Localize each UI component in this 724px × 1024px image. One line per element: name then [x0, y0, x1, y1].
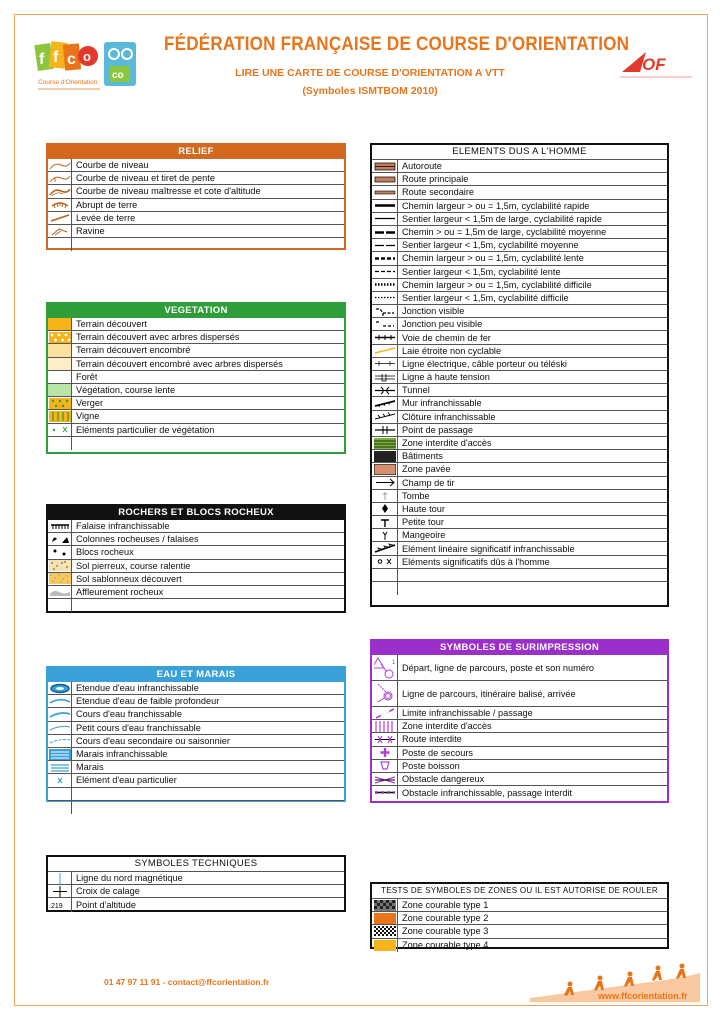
hommes-label: Ligne électrique, câble porteur ou téléski: [402, 358, 567, 369]
forbidden-area-icon: [372, 437, 398, 449]
hommes-label: Point de passage: [402, 424, 474, 435]
vegetation-panel: [46, 302, 346, 454]
hommes-row: [372, 477, 667, 490]
techniques-label: Point d'altitude: [76, 899, 136, 910]
track-medium-icon: [372, 226, 398, 238]
eau-row: [48, 788, 344, 801]
zone-type2-icon: [372, 912, 398, 924]
water-feature-icon: [48, 774, 72, 786]
mtbo-logo: [100, 40, 140, 90]
ffco-logo: [34, 40, 104, 96]
indistinct-junction-icon: [372, 318, 398, 330]
tests-label: Zone courable type 4: [402, 940, 489, 951]
relief-row: [48, 212, 344, 225]
surimp-label: Obstacle dangereux: [402, 774, 485, 785]
svg-text:c: c: [67, 51, 76, 68]
grave-icon: [372, 490, 398, 502]
building-icon: [372, 450, 398, 462]
surimp-row: [372, 773, 667, 786]
first-aid-icon: [372, 747, 398, 759]
hommes-label: Chemin largeur > ou = 1,5m, cyclabilité lente: [402, 253, 584, 264]
hommes-row: [372, 437, 667, 450]
small-tower-icon: [372, 516, 398, 528]
surimp-label: Obstacle infranchissable, passage interdit: [402, 787, 573, 798]
eau-label: Cours d'eau franchissable: [76, 709, 182, 720]
relief-label: Courbe de niveau maîtresse et cote d'altitude: [76, 186, 261, 197]
surimp-label: Poste boisson: [402, 760, 460, 771]
surimp-label: Départ, ligne de parcours, poste et son numéro: [402, 662, 595, 673]
hommes-row: [372, 556, 667, 569]
surimp-row: [372, 760, 667, 773]
dotted-open-icon: [48, 331, 72, 343]
eau-row: [48, 722, 344, 735]
eau-row: [48, 801, 344, 814]
lake-icon: [48, 682, 72, 694]
surimp-label: Route interdite: [402, 734, 462, 745]
earth-wall-icon: [48, 212, 72, 224]
hommes-label: Zone interdite d'accès: [402, 438, 492, 449]
rochers-panel: [46, 504, 346, 613]
svg-text:.219: .219: [48, 903, 63, 911]
eau-row: [48, 774, 344, 787]
manmade-feature-icon: [372, 556, 398, 568]
hommes-row: [372, 516, 667, 529]
footer-contact: 01 47 97 11 91 - contact@ffcorientation.fr: [104, 977, 270, 987]
earth-bank-icon: [48, 199, 72, 211]
eau-label: Marais infranchissable: [76, 749, 168, 760]
zone-type1-icon: [372, 899, 398, 911]
hommes-label: Route secondaire: [402, 187, 475, 198]
techniques-label: Croix de calage: [76, 886, 140, 897]
hommes-label: Champ de tir: [402, 477, 455, 488]
vegetation-row: [48, 371, 344, 384]
index-contour-icon: [48, 185, 72, 197]
hommes-row: [372, 239, 667, 252]
rochers-row: [48, 546, 344, 559]
hommes-row: [372, 160, 667, 173]
hommes-row: [372, 279, 667, 292]
motorway-icon: [372, 160, 398, 172]
vegetation-label: Terrain découvert encombré: [76, 345, 191, 356]
empty-symbol-cell: [48, 801, 72, 814]
vegetation-row: [48, 410, 344, 423]
hommes-row: [372, 411, 667, 424]
svg-text:f: f: [53, 49, 59, 66]
surimp-row: [372, 733, 667, 746]
rochers-label: Affleurement rocheux: [76, 587, 164, 598]
vegetation-label: Terrain découvert: [76, 319, 147, 330]
surimp-label: Limite infranchissable / passage: [402, 708, 533, 719]
surimp-label: Poste de secours: [402, 747, 473, 758]
forbidden-route-icon: [372, 733, 398, 745]
vegetation-label: Verger: [76, 398, 104, 409]
hommes-label: Chemin largeur > ou = 1,5m, cyclabilité difficile: [402, 279, 592, 290]
tests-row: [372, 899, 667, 912]
relief-label: Courbe de niveau: [76, 160, 149, 171]
rochers-row: [48, 520, 344, 533]
veg-special-icon: [48, 424, 72, 436]
hommes-label: Sentier largeur < 1,5m, cyclabilité moyenne: [402, 240, 579, 251]
vegetation-label: Eléments particulier de végétation: [76, 424, 215, 435]
surimp-title: SYMBOLES DE SURIMPRESSION: [372, 641, 667, 655]
hommes-row: [372, 345, 667, 358]
svg-text:co: co: [112, 70, 124, 81]
vegetation-row: [48, 318, 344, 331]
hommes-label: Tombe: [402, 490, 430, 501]
hommes-row: [372, 200, 667, 213]
hommes-row: [372, 252, 667, 265]
relief-panel: [46, 143, 346, 250]
vegetation-label: Terrain découvert avec arbres dispersés: [76, 332, 240, 343]
gully-icon: [48, 225, 72, 237]
small-stream-icon: [48, 722, 72, 734]
hommes-label: Autoroute: [402, 161, 442, 172]
relief-label: Ravine: [76, 226, 105, 237]
eau-label: Cours d'eau secondaire ou saisonnier: [76, 735, 230, 746]
surimp-row: [372, 655, 667, 681]
major-road-icon: [372, 173, 398, 185]
eau-row: [48, 748, 344, 761]
track-slow-icon: [372, 252, 398, 264]
empty-symbol-cell: [372, 582, 398, 595]
shallow-water-icon: [48, 695, 72, 707]
track-difficult-icon: [372, 279, 398, 291]
marsh-icon: [48, 761, 72, 773]
relief-row: [48, 199, 344, 212]
hommes-row: [372, 173, 667, 186]
vegetation-title: VEGETATION: [48, 304, 344, 318]
eau-label: Etendue d'eau infranchissable: [76, 683, 199, 694]
techniques-panel: [46, 855, 346, 912]
rochers-row: [48, 573, 344, 586]
relief-row: [48, 238, 344, 251]
empty-symbol-cell: [48, 599, 72, 612]
surimp-label: Zone interdite d'accès: [402, 721, 492, 732]
eau-title: EAU ET MARAIS: [48, 668, 344, 682]
hommes-row: [372, 318, 667, 331]
relief-label: Courbe de niveau et tiret de pente: [76, 173, 215, 184]
color-swatch-2: [48, 344, 72, 356]
hommes-row: [372, 397, 667, 410]
techniques-row: [48, 872, 344, 885]
hommes-label: Eléments significatifs dûs à l'homme: [402, 556, 550, 567]
eau-row: [48, 735, 344, 748]
out-of-bounds-icon: [372, 720, 398, 732]
visible-junction-icon: [372, 305, 398, 317]
surimp-panel: [370, 639, 669, 803]
hommes-row: [372, 371, 667, 384]
color-swatch-5: [48, 384, 72, 396]
seasonal-stream-icon: [48, 735, 72, 747]
hommes-label: Mur infranchissable: [402, 398, 482, 409]
hommes-row: [372, 424, 667, 437]
track-fast-icon: [372, 200, 398, 212]
hommes-label: Clôture infranchissable: [402, 411, 496, 422]
vegetation-row: [48, 384, 344, 397]
zone-type3-icon: [372, 925, 398, 937]
surimp-row: [372, 720, 667, 733]
eau-label: Petit cours d'eau franchissable: [76, 722, 201, 733]
high-voltage-icon: [372, 371, 398, 383]
hommes-row: [372, 358, 667, 371]
tests-panel: [370, 882, 669, 949]
vegetation-row: [48, 358, 344, 371]
hommes-label: Route principale: [402, 174, 469, 185]
vegetation-row: [48, 424, 344, 437]
vegetation-label: Terrain découvert encombré avec arbres dispersés: [76, 358, 283, 369]
marsh-impassable-icon: [48, 748, 72, 760]
hommes-label: Petite tour: [402, 517, 444, 528]
rochers-label: Colonnes rocheuses / falaises: [76, 534, 199, 545]
tests-row: [372, 912, 667, 925]
hommes-row: [372, 213, 667, 226]
hommes-row: [372, 292, 667, 305]
hommes-row: [372, 226, 667, 239]
eau-row: [48, 761, 344, 774]
hommes-label: Sentier largeur < 1,5m, cyclabilité lente: [402, 266, 561, 277]
boundary-icon: [372, 707, 398, 719]
rochers-row: [48, 586, 344, 599]
relief-row: [48, 225, 344, 238]
hommes-row: [372, 542, 667, 555]
hommes-row: [372, 582, 667, 595]
hommes-row: [372, 450, 667, 463]
surimp-row: [372, 707, 667, 720]
path-difficult-icon: [372, 292, 398, 304]
relief-label: Levée de terre: [76, 212, 136, 223]
surimp-label: Ligne de parcours, itinéraire balisé, arrivée: [402, 688, 576, 699]
hommes-label: Jonction visible: [402, 306, 465, 317]
impassable-obstacle-icon: [372, 786, 398, 799]
page-subtitle-symbols: (Symboles ISMTBOM 2010): [302, 85, 438, 97]
eau-row: [48, 682, 344, 695]
path-medium-icon: [372, 239, 398, 251]
hommes-title: ELEMENTS DUS A L'HOMME: [372, 145, 667, 160]
hommes-label: Elément linéaire significatif infranchissable: [402, 543, 575, 554]
finish-icon: [372, 681, 398, 706]
relief-row: [48, 172, 344, 185]
svg-text:o: o: [83, 49, 91, 64]
hommes-row: [372, 266, 667, 279]
wall-icon: [372, 397, 398, 409]
page-subtitle: LIRE UNE CARTE DE COURSE D'ORIENTATION A VTT: [235, 67, 505, 79]
hommes-row: [372, 384, 667, 397]
vegetation-row: [48, 331, 344, 344]
zone-type4-icon: [372, 939, 398, 952]
eau-label: Elément d'eau particulier: [76, 775, 177, 786]
tests-row: [372, 939, 667, 952]
tests-row: [372, 925, 667, 938]
techniques-title: SYMBOLES TECHNIQUES: [48, 857, 344, 872]
hommes-row: [372, 331, 667, 344]
rochers-row: [48, 599, 344, 612]
hommes-label: Sentier largeur < 1,5m, cyclabilité difficile: [402, 292, 569, 303]
vegetation-label: Végétation, course lente: [76, 385, 176, 396]
hommes-row: [372, 529, 667, 542]
eau-row: [48, 708, 344, 721]
orchard-icon: [48, 397, 72, 409]
empty-symbol-cell: [48, 788, 72, 800]
svg-text:OF: OF: [642, 55, 666, 74]
hommes-label: Bâtiments: [402, 451, 443, 462]
path-fast-icon: [372, 213, 398, 225]
color-swatch-0: [48, 318, 72, 330]
north-line-icon: [48, 872, 72, 884]
power-line-icon: [372, 358, 398, 370]
iof-logo: [618, 46, 694, 82]
relief-label: Abrupt de terre: [76, 199, 138, 210]
hommes-label: Ligne à haute tension: [402, 372, 490, 383]
relief-title: RELIEF: [48, 145, 344, 159]
relief-row: [48, 185, 344, 198]
spot-height-icon: [48, 898, 72, 911]
firing-range-icon: [372, 477, 398, 489]
rochers-title: ROCHERS ET BLOCS ROCHEUX: [48, 506, 344, 520]
techniques-label: Ligne du nord magnétique: [76, 873, 183, 884]
hommes-row: [372, 569, 667, 582]
slope-contour-icon: [48, 172, 72, 184]
feeding-place-icon: [372, 529, 398, 541]
hommes-row: [372, 503, 667, 516]
rochers-label: Sol sablonneux découvert: [76, 573, 182, 584]
dangerous-obstacle-icon: [372, 773, 398, 785]
tests-label: Zone courable type 3: [402, 926, 489, 937]
svg-text:Course d'Orientation: Course d'Orientation: [38, 79, 98, 86]
hommes-label: Laie étroite non cyclable: [402, 345, 502, 356]
hommes-label: Haute tour: [402, 503, 445, 514]
crossing-point-icon: [372, 424, 398, 436]
high-tower-icon: [372, 503, 398, 515]
techniques-row: [48, 898, 344, 911]
hommes-label: Jonction peu visible: [402, 319, 483, 330]
bare-rock-icon: [48, 586, 72, 598]
vegetation-row: [48, 437, 344, 450]
hommes-label: Mangeoire: [402, 530, 446, 541]
hommes-panel: [370, 143, 669, 607]
relief-row: [48, 159, 344, 172]
refreshment-icon: [372, 760, 398, 772]
eau-label: Etendue d'eau de faible profondeur: [76, 696, 220, 707]
empty-symbol-cell: [48, 238, 72, 251]
tests-label: Zone courable type 2: [402, 913, 489, 924]
eau-panel: [46, 666, 346, 802]
registration-cross-icon: [48, 885, 72, 897]
narrow-ride-icon: [372, 345, 398, 357]
vegetation-row: [48, 397, 344, 410]
techniques-row: [48, 885, 344, 898]
surimp-row: [372, 681, 667, 707]
vineyard-icon: [48, 410, 72, 422]
hommes-label: Chemin > ou = 1,5m de large, cyclabilité moyenne: [402, 227, 607, 238]
tests-label: Zone courable type 1: [402, 900, 489, 911]
vegetation-label: Forêt: [76, 371, 98, 382]
rochers-row: [48, 560, 344, 573]
rochers-label: Blocs rocheux: [76, 547, 134, 558]
tests-title: TESTS DE SYMBOLES DE ZONES OU IL EST AUTORISE DE ROULER: [372, 884, 667, 899]
stony-ground-icon: [48, 560, 72, 572]
sandy-ground-icon: [48, 573, 72, 585]
hommes-label: Chemin largeur > ou = 1,5m, cyclabilité rapide: [402, 200, 590, 211]
hommes-label: Voie de chemin de fer: [402, 332, 491, 343]
fence-icon: [372, 411, 398, 423]
hommes-row: [372, 305, 667, 318]
start-control-icon: [372, 655, 398, 680]
linear-feature-icon: [372, 542, 398, 554]
contour-line-icon: [48, 159, 72, 171]
paved-area-icon: [372, 463, 398, 475]
path-slow-icon: [372, 266, 398, 278]
vegetation-label: Vigne: [76, 411, 100, 422]
minor-road-icon: [372, 186, 398, 198]
railway-icon: [372, 331, 398, 343]
rock-pillar-icon: [48, 533, 72, 545]
hommes-row: [372, 490, 667, 503]
vegetation-row: [48, 344, 344, 357]
eau-row: [48, 695, 344, 708]
hommes-row: [372, 186, 667, 199]
svg-text:f: f: [39, 51, 45, 68]
color-swatch-4: [48, 371, 72, 383]
stream-icon: [48, 708, 72, 720]
surimp-row: [372, 786, 667, 799]
hommes-row: [372, 463, 667, 476]
surimp-row: [372, 747, 667, 760]
page-title: FÉDÉRATION FRANÇAISE DE COURSE D'ORIENTATION: [164, 34, 630, 55]
color-swatch-9: [48, 437, 72, 450]
empty-symbol-cell: [372, 569, 398, 581]
color-swatch-3: [48, 358, 72, 370]
boulder-icon: [48, 546, 72, 558]
svg-text:1: 1: [391, 659, 395, 666]
eau-label: Marais: [76, 762, 104, 773]
footer-website: www.ffcorientation.fr: [598, 991, 688, 1001]
hommes-label: Tunnel: [402, 385, 430, 396]
hommes-label: Zone pavée: [402, 464, 451, 475]
hommes-label: Sentier largeur < 1,5m de large, cyclabilité rapide: [402, 213, 602, 224]
rochers-label: Sol pierreux, course ralentie: [76, 560, 191, 571]
tunnel-icon: [372, 384, 398, 396]
rochers-row: [48, 533, 344, 546]
rochers-label: Falaise infranchissable: [76, 521, 170, 532]
cliff-icon: [48, 520, 72, 532]
